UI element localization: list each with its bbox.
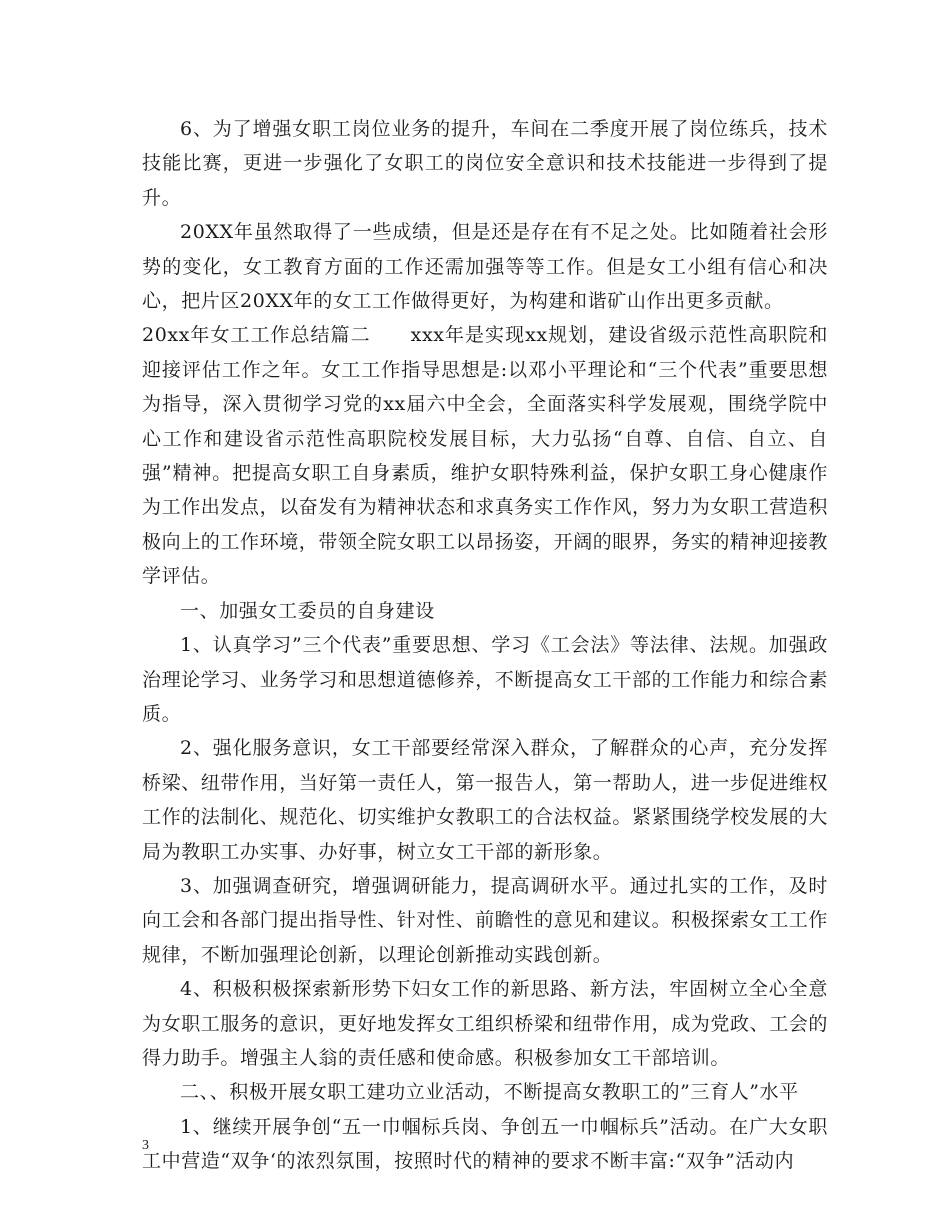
paragraph-2: 20XX年虽然取得了一些成绩，但是还是存在有不足之处。比如随着社会形势的变化，女工教育方面的工作还需加强等等工作。但是女工小组有信心和决心，把片区20XX年的女工工作做得更好，为构建和谐矿山作出更多贡献。 [142, 221, 828, 313]
subheading-1: 一、加强女工委员的自身建设 [180, 599, 435, 622]
section-heading-paragraph: 20xx年女工工作总结篇二 xxx年是实现xx规划，建设省级示范性高职院和迎接评估工作之年。女工工作指导思想是:以邓小平理论和“三个代表”重要思想为指导，深入贯彻学习党的xx届六中全会，全面落实科学发展观，围绕学院中心工作和建设省示范性高职院校发展目标，大力弘扬“自尊、自信、自立、自强”精神。把提高女职工自身素质，维护女职特殊利益，保护女职工身心健康作为工作出发点，以奋发有为精神状态和求真务实工作作风，努力为女职工营造积极向上的工作环境，带领全院女职工以昂扬姿，开阔的眼界，务实的精神迎接教学评估。 [142, 324, 829, 588]
document-page [142, 112, 828, 1179]
page-number: 3 [142, 1138, 149, 1153]
paragraph-item-2: 2、强化服务意识，女工干部要经常深入群众，了解群众的心声，充分发挥桥梁、纽带作用，当好第一责任人，第一报告人，第一帮助人，进一步促进维权工作的法制化、规范化、切实维护女教职工的合法权益。紧紧围绕学校发展的大局为教职工办实事、办好事，树立女工干部的新形象。 [142, 737, 829, 863]
paragraph-item-5: 1、继续开展争创“五一巾帼标兵岗、争创五一巾帼标兵”活动。在广大女职工中营造“双争‘的浓烈氛围，按照时代的精神的要求不断丰富:“双争”活动内 [142, 1115, 828, 1173]
paragraph-item-3: 3、加强调查研究，增强调研能力，提高调研水平。通过扎实的工作，及时向工会和各部门提出指导性、针对性、前瞻性的意见和建议。积极探索女工工作规律，不断加强理论创新，以理论创新推动实践创新。 [142, 874, 829, 966]
subheading-2: 二、、积极开展女职工建功立业活动，不断提高女教职工的”三育人”水平 [180, 1081, 799, 1104]
paragraph-item-4: 4、积极积极探索新形势下妇女工作的新思路、新方法，牢固树立全心全意为女职工服务的意识，更好地发挥女工组织桥梁和纽带作用，成为党政、工会的得力助手。增强主人翁的责任感和使命感。积极参加女工干部培训。 [142, 978, 829, 1069]
paragraph-1: 6、为了增强女职工岗位业务的提升，车间在二季度开展了岗位练兵，技术技能比赛，更进一步强化了女职工的岗位安全意识和技术技能进一步得到了提升。 [142, 118, 828, 209]
paragraph-item-1: 1、认真学习”三个代表”重要思想、学习《工会法》等法律、法规。加强政治理论学习、业务学习和思想道德修养，不断提高女工干部的工作能力和综合素质。 [142, 634, 829, 725]
